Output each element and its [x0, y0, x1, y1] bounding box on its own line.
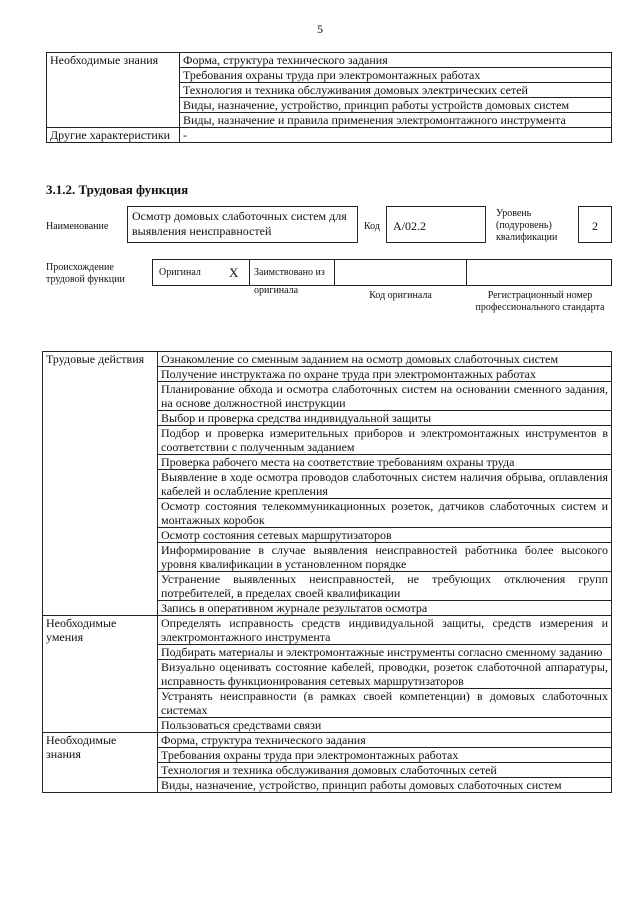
table-row: [47, 53, 612, 68]
row-label: Необходимые знания: [47, 53, 180, 128]
row-item: Выявление в ходе осмотра проводов слаботочных систем наличия обрыва, оплавления кабелей и ослабление крепления: [158, 470, 612, 499]
row-item: Ознакомление со сменным заданием на осмотр домовых слаботочных систем: [158, 352, 612, 367]
borrowed-cell: [249, 259, 335, 296]
original-mark: X: [229, 265, 239, 280]
row-item: Проверка рабочего места на соответствие требованиям охраны труда: [158, 455, 612, 470]
code-label: Код: [364, 221, 380, 232]
row-item: Устранять неисправности (в рамках своей компетенции) в домовых слаботочных системах: [158, 689, 612, 718]
row-item: Планирование обхода и осмотра слаботочных систем на основании сменного задания, на основе должностной инструкции: [158, 382, 612, 411]
row-item: Технология и техника обслуживания домовых электрических сетей: [180, 83, 612, 98]
table-row: [47, 128, 612, 143]
section-title: 3.1.2. Трудовая функция: [46, 182, 189, 197]
code-caption: Код оригинала: [369, 290, 432, 301]
borrowed-label: Заимствовано из оригинала: [254, 267, 325, 296]
row-label: Необходимые знания: [43, 733, 158, 793]
original-cell: [152, 259, 250, 286]
row-label: Необходимые умения: [43, 616, 158, 733]
row-item: Форма, структура технического задания: [180, 53, 612, 68]
row-item: Пользоваться средствами связи: [158, 718, 612, 733]
table-row: [43, 733, 612, 748]
labor-function-table: [42, 351, 612, 793]
row-item: Определять исправность средств индивидуальной защиты, средств измерения и электромонтажного инструмента: [158, 616, 612, 645]
origin-label: Происхождение трудовой функции: [46, 262, 125, 285]
row-item: Осмотр состояния сетевых маршрутизаторов: [158, 528, 612, 543]
function-name-value: Осмотр домовых слаботочных систем для выявления неисправностей: [127, 206, 358, 243]
level-value: 2: [578, 206, 612, 243]
row-item: Технология и техника обслуживания домовых слаботочных сетей: [158, 763, 612, 778]
row-item: Виды, назначение, устройство, принцип работы домовых слаботочных систем: [158, 778, 612, 793]
row-item: Осмотр состояния телекоммуникационных розеток, датчиков слаботочных систем и монтажных коробок: [158, 499, 612, 528]
name-label: Наименование: [46, 221, 109, 232]
row-item: Устранение выявленных неисправностей, не требующих отключения групп потребителей, в пределах своей квалификации: [158, 572, 612, 601]
row-item: Подбор и проверка измерительных приборов и электромонтажных инструментов в соответствии с полученным заданием: [158, 426, 612, 455]
row-item: Информирование в случае выявления неисправностей работника более высокого уровня квалификации в установленном порядке: [158, 543, 612, 572]
reg-number-cell: [466, 259, 612, 286]
function-code-value: A/02.2: [386, 206, 486, 243]
row-item: Получение инструктажа по охране труда при электромонтажных работах: [158, 367, 612, 382]
row-item: Требования охраны труда при электромонтажных работах: [180, 68, 612, 83]
row-item: Выбор и проверка средства индивидуальной защиты: [158, 411, 612, 426]
row-item: -: [180, 128, 612, 143]
row-item: Требования охраны труда при электромонтажных работах: [158, 748, 612, 763]
reg-caption: Регистрационный номер профессионального стандарта: [475, 290, 605, 313]
row-item: Визуально оценивать состояние кабелей, проводки, розеток слаботочной аппаратуры, исправность функционирования сетевых маршрутизаторов: [158, 660, 612, 689]
row-item: Виды, назначение, устройство, принцип работы устройств домовых систем: [180, 98, 612, 113]
row-item: Форма, структура технического задания: [158, 733, 612, 748]
original-code-cell: [334, 259, 467, 286]
row-item: Виды, назначение и правила применения электромонтажного инструмента: [180, 113, 612, 128]
row-item: Запись в оперативном журнале результатов осмотра: [158, 601, 612, 616]
table-row: [43, 616, 612, 645]
level-label: Уровень (подуровень) квалификации: [496, 208, 558, 243]
page-number: 5: [317, 22, 323, 36]
original-label: Оригинал: [159, 267, 201, 278]
row-item: Подбирать материалы и электромонтажные инструменты согласно сменному заданию: [158, 645, 612, 660]
row-label: Другие характеристики: [47, 128, 180, 143]
top-knowledge-table: [46, 52, 612, 143]
row-label: Трудовые действия: [43, 352, 158, 616]
table-row: [43, 352, 612, 367]
